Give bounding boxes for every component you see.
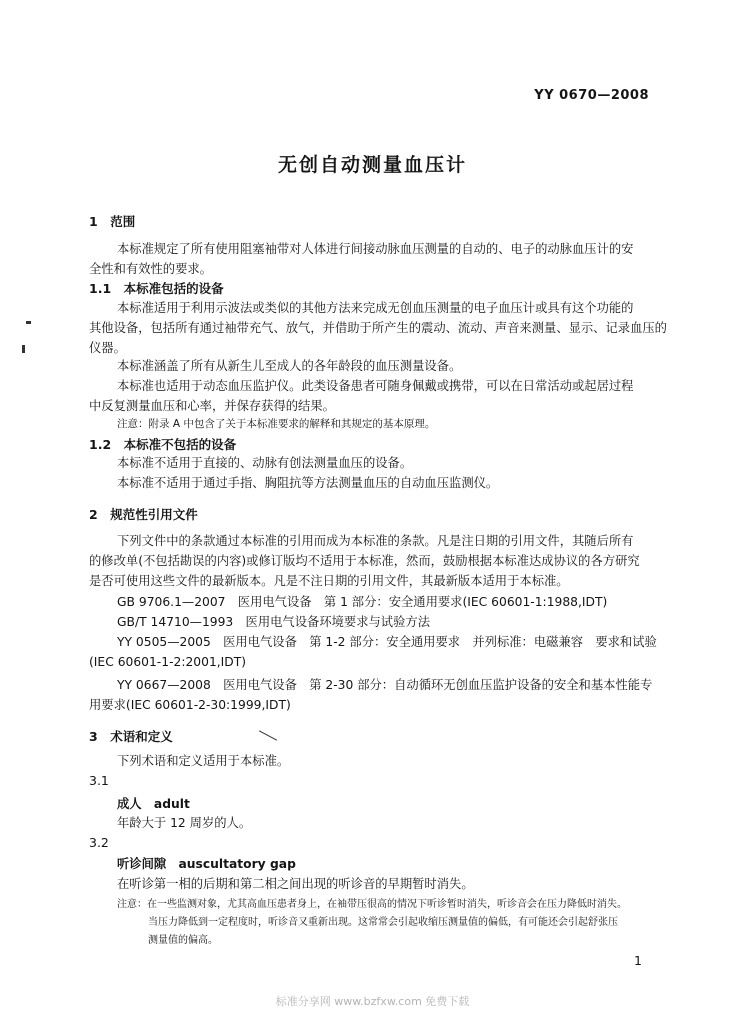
term-3-2-note-line-1: 注意：在一些监测对象，尤其高血压患者身上，在袖带压很高的情况下听诊暂时消失，听诊音会在压力降低时消失。 xyxy=(117,899,627,910)
term-3-2-note-line-3: 测量值的偏高。 xyxy=(148,935,218,946)
section-3-intro: 下列术语和定义适用于本标准。 xyxy=(117,754,290,768)
section-2-paragraph-line-2: 的修改单(不包括勘误的内容)或修订版均不适用于本标准，然而，鼓励根据本标准达成协议的各方研究 xyxy=(89,554,640,568)
term-3-1-number: 3.1 xyxy=(89,773,109,788)
section-1-1-paragraph-1-line-1: 本标准适用于利用示波法或类似的其他方法来完成无创血压测量的电子血压计或具有这个功能的 xyxy=(117,301,634,315)
scan-speck xyxy=(22,345,25,353)
section-1-1-paragraph-2: 本标准涵盖了所有从新生儿至成人的各年龄段的血压测量设备。 xyxy=(117,359,462,373)
section-1-2-heading: 1.2 本标准不包括的设备 xyxy=(89,437,237,452)
reference-yy-0667-line-2: 用要求(IEC 60601-2-30:1999,IDT) xyxy=(89,698,291,712)
scan-speck xyxy=(26,321,31,324)
section-1-1-paragraph-1-line-2: 其他设备，包括所有通过袖带充气、放气，并借助于所产生的震动、流动、声音来测量、显示、记录血压的 xyxy=(89,321,667,335)
term-3-2-name: 听诊间隙 auscultatory gap xyxy=(117,857,296,871)
section-1-paragraph-line-1: 本标准规定了所有使用阻塞袖带对人体进行间接动脉血压测量的自动的、电子的动脉血压计的安 xyxy=(117,242,634,256)
watermark: 标准分享网 www.bzfxw.com 免费下载 xyxy=(275,995,470,1008)
section-2-paragraph-line-3: 是否可使用这些文件的最新版本。凡是不注日期的引用文件，其最新版本适用于本标准。 xyxy=(89,574,569,588)
reference-yy-0505-line-2: (IEC 60601-1-2:2001,IDT) xyxy=(89,655,247,669)
standard-number: YY 0670—2008 xyxy=(534,88,649,103)
section-1-2-paragraph-2: 本标准不适用于通过手指、胸阻抗等方法测量血压的自动血压监测仪。 xyxy=(117,476,499,490)
reference-yy-0505-line-1: YY 0505—2005 医用电气设备 第 1-2 部分：安全通用要求 并列标准：电磁兼容 要求和试验 xyxy=(117,635,657,649)
term-3-2-definition: 在听诊第一相的后期和第二相之间出现的听诊音的早期暂时消失。 xyxy=(117,877,474,891)
section-2-heading: 2 规范性引用文件 xyxy=(89,507,198,522)
reference-gb-t-14710: GB/T 14710—1993 医用电气设备环境要求与试验方法 xyxy=(117,615,430,629)
section-1-heading: 1 范围 xyxy=(89,214,136,229)
reference-gb-9706-1: GB 9706.1—2007 医用电气设备 第 1 部分：安全通用要求(IEC 60601-1:1988,IDT) xyxy=(117,595,608,609)
scan-stroke xyxy=(259,730,277,740)
document-title: 无创自动测量血压计 xyxy=(277,154,467,176)
section-1-1-paragraph-3-line-1: 本标准也适用于动态血压监护仪。此类设备患者可随身佩戴或携带，可以在日常活动或起居过程 xyxy=(117,379,634,393)
reference-yy-0667-line-1: YY 0667—2008 医用电气设备 第 2-30 部分：自动循环无创血压监护设备的安全和基本性能专 xyxy=(117,678,653,692)
term-3-1-definition: 年龄大于 12 周岁的人。 xyxy=(117,816,252,830)
section-1-1-paragraph-1-line-3: 仪器。 xyxy=(89,341,126,355)
section-2-paragraph-line-1: 下列文件中的条款通过本标准的引用而成为本标准的条款。凡是注日期的引用文件，其随后所有 xyxy=(117,534,634,548)
section-1-1-paragraph-3-line-2: 中反复测量血压和心率，并保存获得的结果。 xyxy=(89,399,335,413)
term-3-2-number: 3.2 xyxy=(89,835,109,850)
section-1-1-note: 注意：附录 A 中包含了关于本标准要求的解释和其规定的基本原理。 xyxy=(117,418,436,430)
section-1-1-heading: 1.1 本标准包括的设备 xyxy=(89,281,224,296)
section-3-heading: 3 术语和定义 xyxy=(89,729,173,744)
page-number: 1 xyxy=(634,953,642,968)
section-1-2-paragraph-1: 本标准不适用于直接的、动脉有创法测量血压的设备。 xyxy=(117,456,413,470)
section-1-paragraph-line-2: 全性和有效性的要求。 xyxy=(89,262,212,276)
term-3-2-note-line-2: 当压力降低到一定程度时，听诊音又重新出现。这常常会引起收缩压测量值的偏低，有可能还会引起舒张压 xyxy=(148,917,618,928)
term-3-1-name: 成人 adult xyxy=(117,797,190,811)
